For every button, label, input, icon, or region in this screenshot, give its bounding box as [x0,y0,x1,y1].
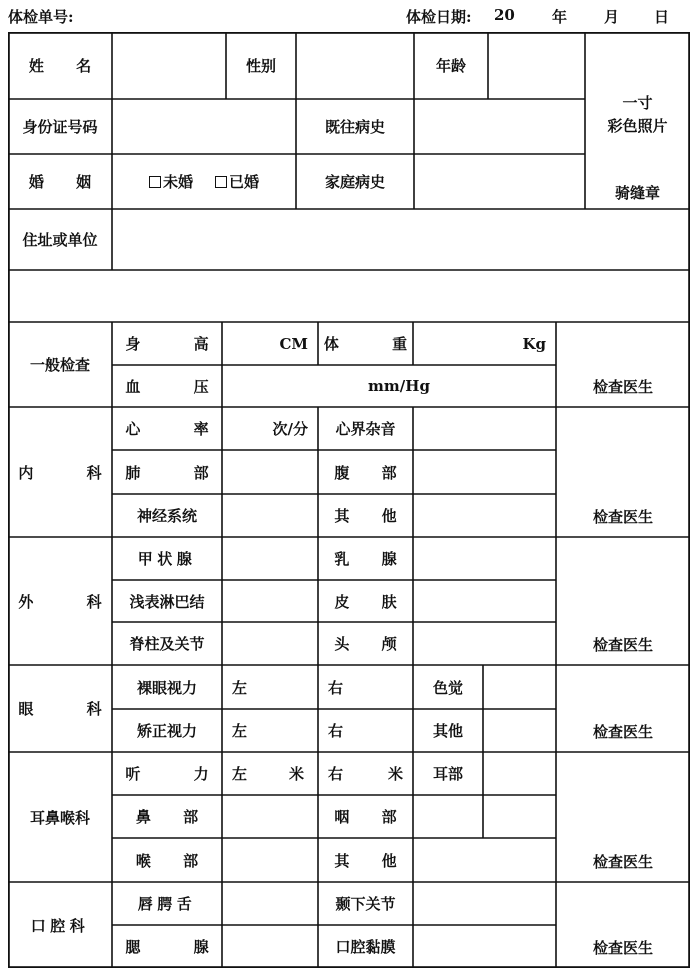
corrected-vision-left-field[interactable] [222,709,318,752]
age-label: 年龄 [435,57,466,75]
parotid-field[interactable] [222,925,318,968]
marriage-options [112,154,296,209]
throat-field[interactable] [222,838,318,882]
photo-box [585,32,690,209]
weight-label: 体 重 [323,335,432,353]
eye-other-field[interactable] [483,709,556,752]
month-label: 月 [604,8,620,26]
height-field[interactable] [222,322,318,365]
ent-section-label: 耳鼻喉科 [29,808,90,827]
eye-doctor-signature[interactable] [556,665,690,752]
bp-unit: mm/Hg [368,377,430,395]
height-unit: CM [279,334,308,353]
weight-unit: Kg [522,334,546,353]
id-number-field[interactable] [112,99,296,154]
exam-number-label: 体检单号: [8,8,74,26]
exam-form [8,32,690,968]
abdomen-field[interactable] [413,450,556,494]
year-prefix: 20 [494,6,515,24]
checkbox-icon [215,176,227,188]
hearing-label: 听 力 [125,765,233,783]
internal-other-label: 其 他 [334,507,411,525]
right-label: 右 [328,722,344,740]
left-label: 左 [232,678,248,697]
skull-label: 头 颅 [334,635,411,653]
right-label: 右 [328,678,344,697]
heart-rate-label: 心 率 [125,420,233,438]
married-checkbox[interactable]: 已婚 [215,171,259,192]
ent-other-label: 其 他 [334,851,411,870]
marriage-label: 婚 姻 [28,173,105,191]
ent-other-field[interactable] [413,838,556,882]
skin-field[interactable] [413,580,556,622]
lips-label: 唇腭舌 [137,895,197,913]
nose-field[interactable] [222,795,318,838]
general-section-label: 一般检查 [29,356,90,374]
corrected-vision-label: 矫正视力 [136,722,197,740]
surgery-section-label: 外 科 [18,592,126,611]
past-history-label: 既往病史 [324,118,385,136]
surgery-doctor-signature[interactable] [556,537,690,665]
general-doctor-signature[interactable] [556,322,690,407]
meter-unit: 米 [387,765,403,783]
lips-field[interactable] [222,882,318,925]
oral-mucosa-field[interactable] [413,925,556,968]
breast-field[interactable] [413,537,556,580]
internal-section-label: 内 科 [18,463,126,482]
oral-section-label: 口腔科 [30,916,90,935]
bp-label: 血 压 [125,377,233,396]
parotid-label: 腮 腺 [125,938,233,956]
bp-field[interactable] [222,365,556,407]
photo-seal: 骑缝章 [614,184,660,202]
name-label: 姓 名 [28,57,105,75]
nervous-system-label: 神经系统 [136,507,197,525]
heart-rate-field[interactable] [222,407,318,450]
doctor-label: 检查医生 [592,636,653,654]
gender-field[interactable] [296,32,414,99]
naked-vision-right-field[interactable] [318,665,413,709]
spine-joints-label: 脊柱及关节 [129,635,205,653]
id-number-label: 身份证号码 [22,118,98,136]
checkbox-icon [149,176,161,188]
tmj-label: 颞下关节 [335,895,396,913]
hearing-left-field[interactable] [222,752,318,795]
ear-label: 耳部 [432,765,463,783]
thyroid-label: 甲状腺 [137,550,197,568]
height-label: 身 高 [125,335,233,353]
name-field[interactable] [112,32,226,99]
address-extra-field[interactable] [8,270,690,322]
lungs-label: 肺 部 [125,463,233,482]
age-field[interactable] [488,32,585,99]
heart-rate-unit: 次/分 [272,420,308,438]
nose-label: 鼻 部 [135,808,212,826]
skull-field[interactable] [413,622,556,665]
year-label: 年 [552,8,568,26]
lymph-field[interactable] [222,580,318,622]
abdomen-label: 腹 部 [334,463,411,482]
hearing-right-field[interactable] [318,752,413,795]
weight-field[interactable] [413,322,556,365]
exam-date-label: 体检日期: [406,8,472,26]
doctor-label: 检查医生 [592,378,653,396]
family-history-label: 家庭病史 [324,173,385,191]
naked-vision-label: 裸眼视力 [136,678,197,697]
photo-line-2: 彩色照片 [607,117,668,135]
unmarried-checkbox[interactable]: 未婚 [149,171,193,192]
family-history-field[interactable] [414,154,585,209]
nervous-system-field[interactable] [222,494,318,537]
heart-murmur-field[interactable] [413,407,556,450]
doctor-label: 检查医生 [592,853,653,871]
doctor-label: 检查医生 [592,723,653,741]
doctor-label: 检查医生 [592,508,653,526]
spine-joints-field[interactable] [222,622,318,665]
corrected-vision-right-field[interactable] [318,709,413,752]
eye-section-label: 眼 科 [18,700,126,718]
internal-doctor-signature[interactable] [556,407,690,537]
right-label: 右 [328,765,344,783]
lymph-label: 浅表淋巴结 [129,592,205,611]
left-label: 左 [232,722,248,740]
photo-line-1: 一寸 [622,94,653,112]
address-label: 住址或单位 [22,231,98,249]
pharynx-field[interactable] [413,795,556,838]
ent-doctor-signature[interactable] [556,752,690,882]
pharynx-label: 咽 部 [334,808,411,826]
breast-label: 乳 腺 [334,550,411,568]
heart-murmur-label: 心界杂音 [335,420,396,438]
left-label: 左 [232,765,248,783]
thyroid-field[interactable] [222,537,318,580]
naked-vision-left-field[interactable] [222,665,318,709]
lungs-field[interactable] [222,450,318,494]
throat-label: 喉 部 [135,851,212,870]
past-history-field[interactable] [414,99,585,154]
gender-label: 性别 [245,57,276,75]
oral-doctor-signature[interactable] [556,882,690,968]
oral-mucosa-label: 口腔黏膜 [335,938,396,956]
day-label: 日 [654,8,670,26]
doctor-label: 检查医生 [592,939,653,957]
tmj-field[interactable] [413,882,556,925]
meter-unit: 米 [288,765,304,783]
color-vision-field[interactable] [483,665,556,709]
internal-other-field[interactable] [413,494,556,537]
ear-field[interactable] [483,752,556,795]
color-vision-label: 色觉 [432,678,463,697]
address-field[interactable] [112,209,690,270]
eye-other-label: 其他 [432,722,463,740]
skin-label: 皮 肤 [334,592,411,611]
